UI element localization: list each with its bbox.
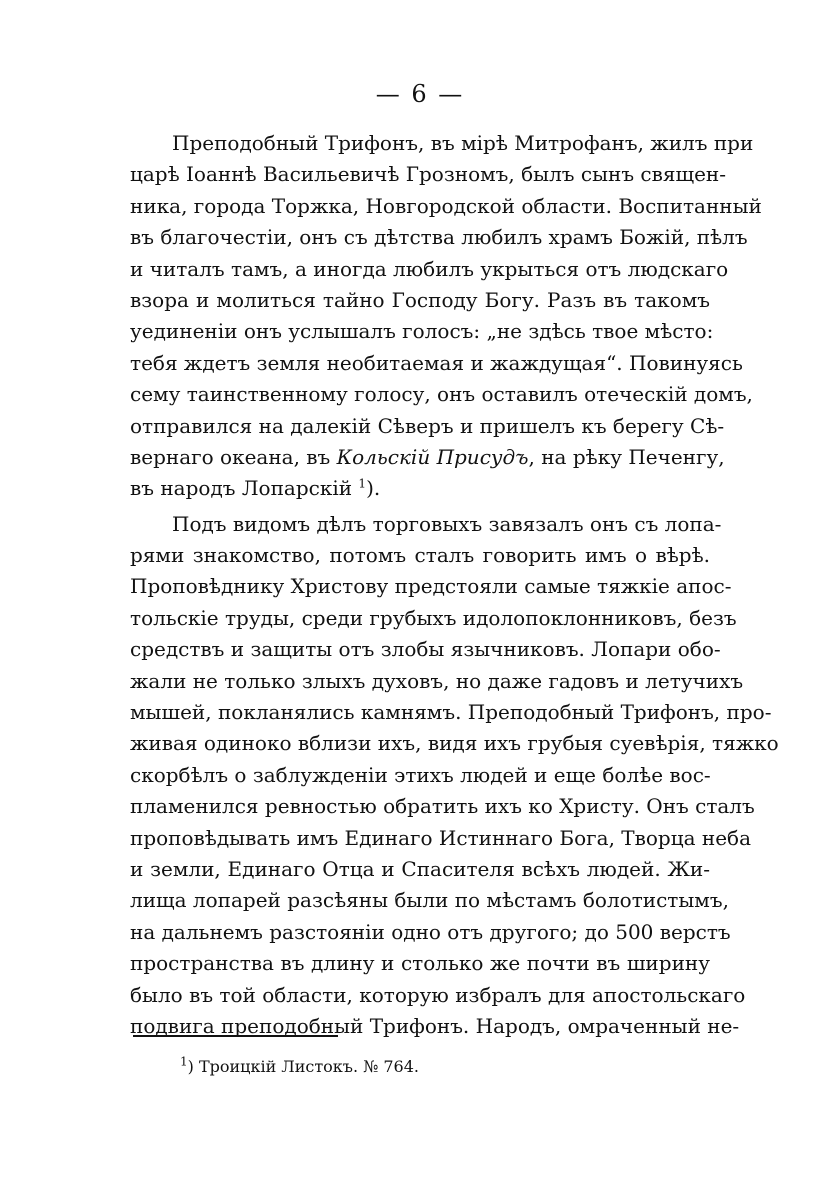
footnote-marker: 1 xyxy=(180,1054,188,1069)
text-line: отправился на далекій Сѣверъ и пришелъ къ берегу Сѣ- xyxy=(130,413,725,438)
text-line: живая одиноко вблизи ихъ, видя ихъ грубыя суевѣрія, тяжко xyxy=(130,731,779,756)
text-line: средствъ и защиты отъ злобы язычниковъ. Лопари обо- xyxy=(130,637,721,662)
footnote-reference: 1 xyxy=(358,476,367,491)
text-line: и земли, Единаго Отца и Спасителя всѣхъ людей. Жи- xyxy=(130,856,710,881)
text-line: подвига преподобный Трифонъ. Народъ, омраченный не- xyxy=(130,1013,740,1038)
text-fragment: ). xyxy=(366,476,381,501)
text-line: Преподобный Трифонъ, въ мірѣ Митрофанъ, жилъ при xyxy=(172,131,754,155)
text-line: Подъ видомъ дѣлъ торговыхъ завязалъ онъ съ лопа- xyxy=(172,511,722,536)
text-line: жали не только злыхъ духовъ, но даже гадовъ и летучихъ xyxy=(130,668,744,693)
text-line: уединеніи онъ услышалъ голосъ: „не здѣсь твое мѣсто: xyxy=(130,319,714,344)
text-line: тебя ждетъ земля необитаемая и жаждущая“. Повинуясь xyxy=(130,350,743,375)
footnote-text: ) Троицкій Листокъ. № 764. xyxy=(187,1057,419,1076)
text-line: пространства въ длину и столько же почти въ ширину xyxy=(130,951,710,976)
text-line: взора и молиться тайно Господу Богу. Разъ въ такомъ xyxy=(130,287,710,312)
footnote xyxy=(180,1055,419,1079)
text-line: Проповѣднику Христову предстояли самые тяжкіе апос- xyxy=(130,574,732,599)
text-line: тольскіе труды, среди грубыхъ идолопоклонниковъ, безъ xyxy=(130,605,737,630)
text-line: на дальнемъ разстояніи одно отъ другого; до 500 верстъ xyxy=(130,919,731,944)
text-line: было въ той области, которую избралъ для апостольскаго xyxy=(130,982,746,1007)
text-fragment: , на рѣку Печенгу, xyxy=(528,444,725,469)
text-line: царѣ Іоаннѣ Васильевичѣ Грозномъ, былъ сынъ священ- xyxy=(130,162,726,187)
footnote-divider xyxy=(133,1035,338,1037)
text-line: ника, города Торжка, Новгородской области. Воспитанный xyxy=(130,193,762,218)
text-line: проповѣдывать имъ Единаго Истиннаго Бога, Творца неба xyxy=(130,825,752,850)
text-line: пламенился ревностью обратить ихъ ко Христу. Онъ сталъ xyxy=(130,794,755,819)
text-line: и читалъ тамъ, а иногда любилъ укрыться отъ людскаго xyxy=(130,256,729,281)
text-line xyxy=(130,473,710,504)
text-line: сему таинственному голосу, онъ оставилъ отеческій домъ, xyxy=(130,382,753,407)
text-line xyxy=(130,442,725,473)
page-number: — 6 — xyxy=(375,80,465,108)
place-name-italic: Кольскій Присудъ xyxy=(336,444,529,469)
text-line: рями знакомство, потомъ сталъ говорить имъ о вѣрѣ. xyxy=(130,543,710,568)
text-line: скорбѣлъ о заблужденіи этихъ людей и еще болѣе вос- xyxy=(130,762,711,787)
text-line: лища лопарей разсѣяны были по мѣстамъ болотистымъ, xyxy=(130,888,729,913)
text-line: мышей, покланялись камнямъ. Преподобный Трифонъ, про- xyxy=(130,700,772,725)
text-fragment: въ народъ Лопарскій xyxy=(130,476,359,501)
text-fragment: вернаго океана, въ xyxy=(130,444,337,469)
text-line: въ благочестіи, онъ съ дѣтства любилъ храмъ Божій, пѣлъ xyxy=(130,225,748,250)
body-text xyxy=(130,128,779,1042)
